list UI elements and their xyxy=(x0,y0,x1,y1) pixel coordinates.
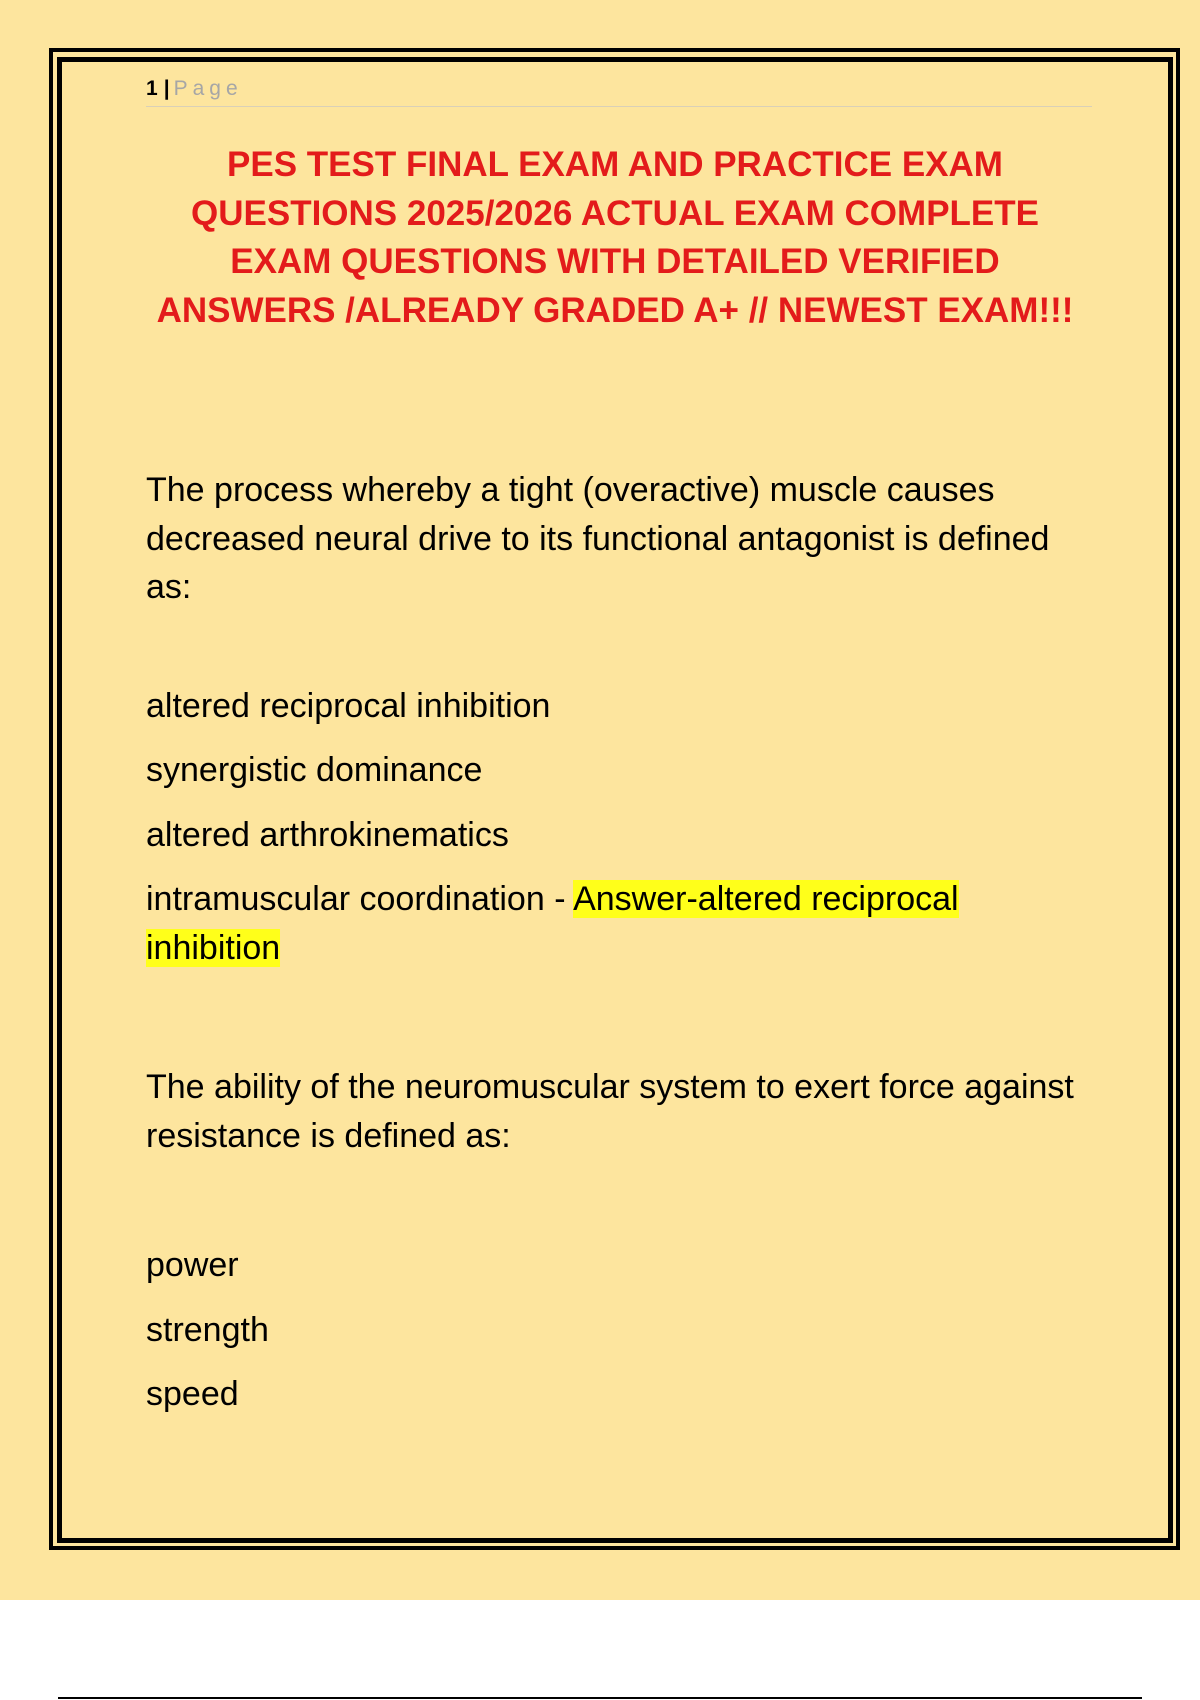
question-2-option-3: speed xyxy=(146,1375,239,1413)
page-label: Page xyxy=(173,77,243,100)
question-2-options xyxy=(146,1241,1086,1419)
question-2 xyxy=(146,1063,1086,1435)
question-2-option-1: power xyxy=(146,1246,239,1284)
question-2-text: The ability of the neuromuscular system to exert force against resistance is defined as: xyxy=(146,1068,1074,1155)
question-1-options xyxy=(146,682,1086,973)
question-2-option-2: strength xyxy=(146,1310,269,1349)
question-1 xyxy=(146,466,1086,988)
footer-divider xyxy=(58,1697,1142,1699)
page-number: 1 xyxy=(146,77,158,100)
question-1-option-2: synergistic dominance xyxy=(146,751,483,789)
exam-title: PES TEST FINAL EXAM AND PRACTICE EXAM QUESTIONS 2025/2026 ACTUAL EXAM COMPLETE EXAM QUESTIONS WITH DETAILED VERIFIED ANSWERS /ALREADY GRADED A+ // NEWEST EXAM!!! xyxy=(156,145,1074,330)
question-1-option-4: intramuscular coordination - xyxy=(146,880,574,918)
question-1-answer: Answer-altered reciprocal inhibition xyxy=(146,880,959,967)
question-1-option-1: altered reciprocal inhibition xyxy=(146,686,551,725)
page-header xyxy=(146,74,1092,107)
question-1-text: The process whereby a tight (overactive) muscle causes decreased neural drive to its functional antagonist is defined as: xyxy=(146,471,1050,606)
page-separator: | xyxy=(163,77,170,100)
question-1-option-3: altered arthrokinematics xyxy=(146,815,509,854)
question-1-option-4-with-answer xyxy=(146,875,1086,972)
